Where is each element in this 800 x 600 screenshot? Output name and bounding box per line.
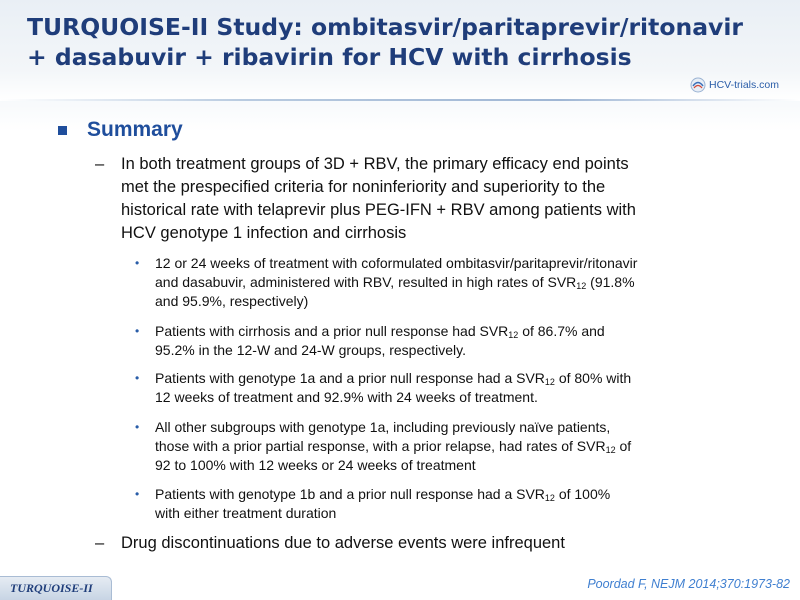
level2-text: [121, 153, 775, 245]
logo-text: HCV-trials.com: [709, 79, 780, 91]
bullet-text: [155, 485, 780, 523]
text-line: of 86.7% and: [518, 323, 605, 339]
dash-bullet-icon: –: [95, 534, 105, 552]
level2-item-efficacy: [95, 153, 775, 245]
subscript: 12: [605, 445, 616, 455]
text-line: In both treatment groups of 3D + RBV, the primary efficacy end points: [121, 155, 629, 173]
bullet-item-5: [135, 485, 775, 523]
text-line: Patients with cirrhosis and a prior null response had SVR: [155, 323, 509, 339]
text-line: HCV genotype 1 infection and cirrhosis: [121, 224, 407, 242]
subscript: 12: [508, 330, 519, 340]
section-heading-text: Summary: [87, 118, 183, 141]
text-line: (91.8%: [586, 274, 635, 290]
text-line: Patients with genotype 1b and a prior null response had a SVR: [155, 486, 545, 502]
text-line: All other subgroups with genotype 1a, including previously naïve patients,: [155, 419, 611, 435]
text-line: of 80% with: [554, 370, 632, 386]
citation: Poordad F, NEJM 2014;370:1973-82: [587, 577, 790, 591]
bullet-text: [155, 322, 780, 360]
text-line: Patients with genotype 1a and a prior null response had a SVR: [155, 370, 545, 386]
text-line: 12 or 24 weeks of treatment with coformulated ombitasvir/paritaprevir/ritonavir: [155, 255, 638, 271]
bullet-item-4: [135, 418, 775, 475]
subscript: 12: [544, 377, 555, 387]
dot-bullet-icon: •: [135, 324, 140, 338]
footer-tab-label: TURQUOISE-II: [10, 581, 93, 595]
text-line: 92 to 100% with 12 weeks or 24 weeks of treatment: [155, 457, 476, 473]
level2-text: [121, 532, 775, 555]
text-line: met the prespecified criteria for noninferiority and superiority to the: [121, 178, 606, 196]
bullet-item-2: [135, 322, 775, 360]
footer-study-tab: [0, 576, 112, 600]
text-line: and 95.9%, respectively): [155, 293, 309, 309]
square-bullet-icon: [58, 126, 67, 135]
bullet-item-1: [135, 254, 775, 311]
text-line: 12 weeks of treatment and 92.9% with 24 weeks of treatment.: [155, 389, 538, 405]
text-line: of: [615, 438, 632, 454]
text-line: 95.2% in the 12-W and 24-W groups, respectively.: [155, 342, 467, 358]
bullet-text: [155, 418, 780, 475]
bullet-item-3: [135, 369, 775, 407]
dot-bullet-icon: •: [135, 256, 140, 270]
text-line: Drug discontinuations due to adverse events were infrequent: [121, 534, 565, 552]
title-line-2: + dasabuvir + ribavirin for HCV with cirrhosis: [27, 43, 632, 71]
dot-bullet-icon: •: [135, 371, 140, 385]
bullet-text: [155, 369, 780, 407]
section-heading: [58, 118, 183, 142]
text-line: historical rate with telaprevir plus PEG-IFN + RBV among patients with: [121, 201, 636, 219]
title-line-1: TURQUOISE-II Study: ombitasvir/paritaprevir/ritonavir: [27, 13, 744, 41]
subscript: 12: [576, 281, 587, 291]
text-line: and dasabuvir, administered with RBV, resulted in high rates of SVR: [155, 274, 577, 290]
bullet-text: [155, 254, 780, 311]
dot-bullet-icon: •: [135, 420, 140, 434]
text-line: with either treatment duration: [155, 505, 337, 521]
dot-bullet-icon: •: [135, 487, 140, 501]
text-line: of 100%: [554, 486, 611, 502]
text-line: those with a prior partial response, with a prior relapse, had rates of SVR: [155, 438, 606, 454]
dash-bullet-icon: –: [95, 155, 105, 173]
level2-item-discontinuations: [95, 532, 775, 555]
subscript: 12: [544, 493, 555, 503]
